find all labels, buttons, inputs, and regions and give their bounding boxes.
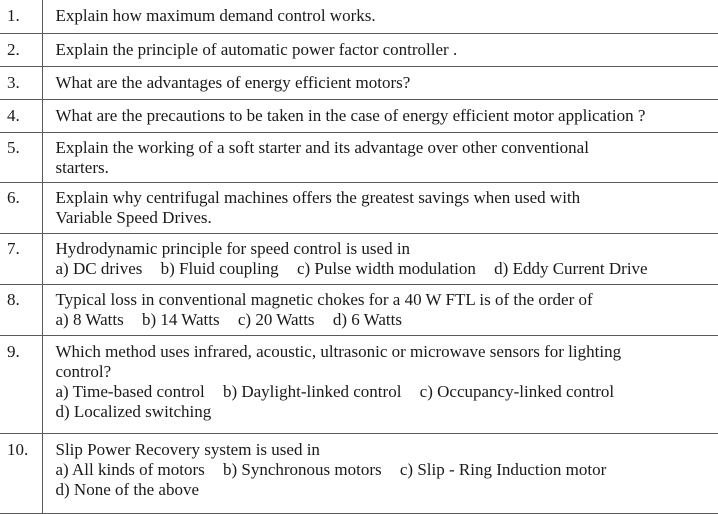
question-line: control?	[55, 361, 112, 381]
answer-option: c) Pulse width modulation	[296, 258, 476, 278]
question-line: Explain the working of a soft starter and its advantage over other conventional	[55, 137, 589, 157]
options-line	[56, 310, 715, 330]
answer-option: d) Localized switching	[55, 401, 212, 421]
question-row	[0, 132, 718, 182]
question-row	[0, 182, 718, 233]
question-text	[42, 0, 718, 33]
options-line	[56, 259, 715, 279]
answer-option: a) Time-based control	[55, 381, 205, 401]
question-number: 1.	[0, 0, 42, 33]
question-row	[0, 335, 718, 433]
question-row	[0, 284, 718, 335]
question-text	[42, 182, 718, 233]
question-line: What are the advantages of energy efficient motors?	[55, 72, 411, 92]
question-line: What are the precautions to be taken in the case of energy efficient motor application ?	[55, 105, 646, 125]
answer-option: b) Synchronous motors	[222, 459, 382, 479]
question-line: Variable Speed Drives.	[55, 207, 212, 227]
question-number: 5.	[0, 132, 42, 182]
answer-option: b) Fluid coupling	[160, 258, 279, 278]
question-number: 9.	[0, 335, 42, 433]
answer-option: a) All kinds of motors	[55, 459, 205, 479]
options-line	[56, 402, 715, 422]
question-number: 7.	[0, 233, 42, 284]
answer-option: c) 20 Watts	[237, 309, 315, 329]
question-line: starters.	[55, 157, 109, 177]
question-text	[42, 66, 718, 99]
question-row	[0, 66, 718, 99]
question-text	[42, 132, 718, 182]
question-text	[42, 433, 718, 513]
question-text	[42, 99, 718, 132]
answer-option: b) Daylight-linked control	[222, 381, 402, 401]
question-text	[42, 33, 718, 66]
question-line: Hydrodynamic principle for speed control is used in	[55, 238, 411, 258]
answer-option: a) DC drives	[55, 258, 143, 278]
question-text	[42, 284, 718, 335]
question-line: Which method uses infrared, acoustic, ultrasonic or microwave sensors for lighting	[55, 341, 622, 361]
question-row	[0, 233, 718, 284]
question-number: 6.	[0, 182, 42, 233]
question-row	[0, 99, 718, 132]
question-line: Typical loss in conventional magnetic chokes for a 40 W FTL is of the order of	[55, 289, 593, 309]
options-line	[56, 460, 715, 480]
options-line	[56, 480, 715, 500]
answer-option: d) Eddy Current Drive	[494, 258, 648, 278]
answer-option: d) None of the above	[55, 479, 200, 499]
question-number: 8.	[0, 284, 42, 335]
question-row	[0, 0, 718, 33]
answer-option: a) 8 Watts	[55, 309, 124, 329]
answer-option: c) Occupancy-linked control	[419, 381, 615, 401]
question-row	[0, 33, 718, 66]
question-text	[42, 335, 718, 433]
answer-option: b) 14 Watts	[141, 309, 220, 329]
options-line	[56, 382, 715, 402]
question-text	[42, 233, 718, 284]
answer-option: c) Slip - Ring Induction motor	[399, 459, 607, 479]
question-line: Slip Power Recovery system is used in	[55, 439, 320, 459]
question-number: 2.	[0, 33, 42, 66]
question-line: Explain why centrifugal machines offers the greatest savings when used with	[55, 187, 581, 207]
question-line: Explain the principle of automatic power factor controller .	[55, 39, 458, 59]
question-number: 4.	[0, 99, 42, 132]
question-line: Explain how maximum demand control works.	[55, 6, 376, 25]
question-number: 10.	[0, 433, 42, 513]
answer-option: d) 6 Watts	[332, 309, 402, 329]
question-row	[0, 433, 718, 513]
question-number: 3.	[0, 66, 42, 99]
